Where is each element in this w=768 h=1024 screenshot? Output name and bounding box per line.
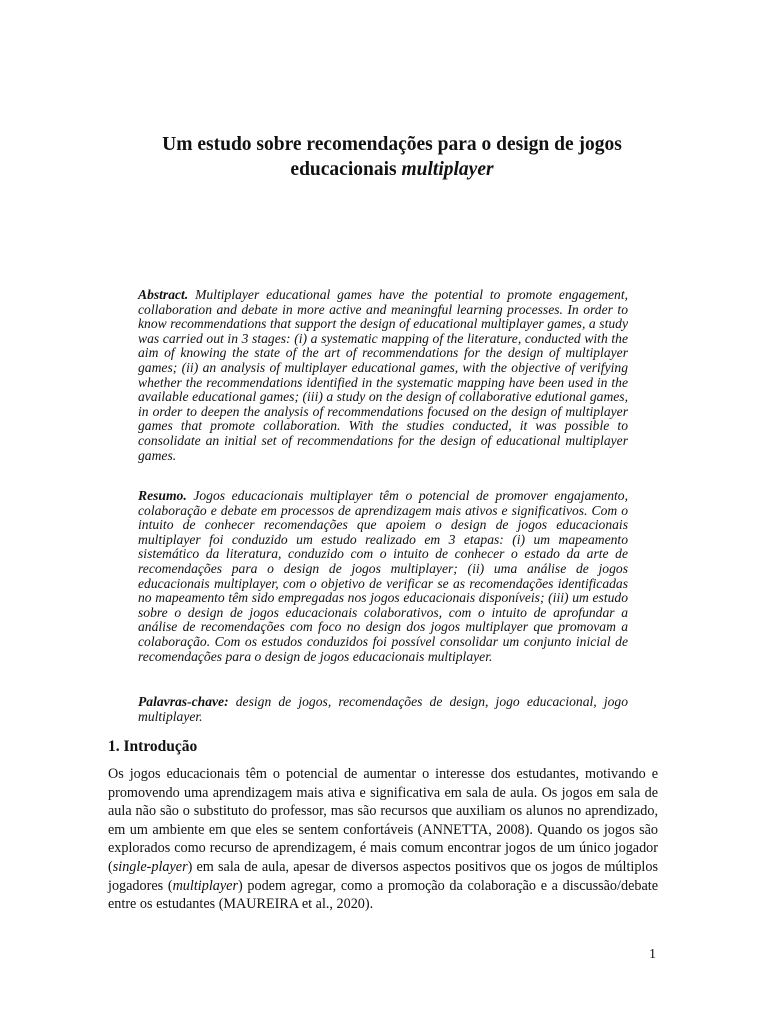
keywords-paragraph — [138, 695, 628, 724]
title-line-1: Um estudo sobre recomendações para o design de jogos — [162, 134, 622, 155]
title-line-2-text: educacionais — [290, 159, 402, 180]
intro-text-3: ) podem agregar, como a promoção da colaboração e a discussão/debate entre os estudantes (MAUREIRA et al., 2020). — [108, 877, 658, 913]
intro-text-1: Os jogos educacionais têm o potencial de aumentar o interesse dos estudantes, motivando e promovendo uma aprendizagem mais ativa e significativa em sala de aula. Os jogos em sala de aula não são o substituto do professor, mas são recursos que auxiliam os alunos no aprendizado, em um ambiente em que eles se sentem confortáveis (ANNETTA, 2008). Quando os jogos são explorados como recurso de aprendizagem, é mais comum encontrar jogos de um único jogador ( — [108, 766, 658, 875]
intro-text-2: ) em sala de aula, apesar de diversos aspectos positivos que os jogos de múltiplos jogadores ( — [108, 858, 658, 894]
page-number: 1 — [649, 947, 656, 962]
title-line-2 — [108, 157, 676, 182]
abstract-text: Multiplayer educational games have the potential to promote engagement, collaboration and debate in more active and meaningful learning processes. In order to know recommendations that support the design of educational multiplayer games, a study was carried out in 3 stages: (i) a systematic mapping of the literature, conducted with the aim of knowing the state of the art of recommendations for the design of multiplayer games; (ii) an analysis of multiplayer educational games, with the objective of verifying whether the recommendations identified in the systematic mapping have been used in the available educational games; (iii) a study on the design of collaborative edutional games, in order to deepen the analysis of recommendations focused on the design of multiplayer games that promote collaboration. With the studies conducted, it was possible to consolidate an initial set of recommendations for the design of educational multiplayer games. — [138, 287, 628, 463]
abstract-lead: Abstract. — [138, 287, 189, 302]
keywords-lead: Palavras-chave: — [138, 694, 229, 709]
resumo-paragraph — [138, 489, 628, 664]
section-heading: 1. Introdução — [108, 738, 198, 755]
title-italic-term: multiplayer — [401, 159, 494, 180]
paper-title — [108, 132, 676, 182]
keywords-text: design de jogos, recomendações de design, jogo educacional, jogo multiplayer. — [138, 694, 628, 724]
intro-paragraph — [108, 765, 658, 914]
resumo-lead: Resumo. — [138, 488, 187, 503]
intro-italic-2: multiplayer — [172, 877, 238, 894]
abstract-paragraph — [138, 288, 628, 463]
intro-italic-1: single-player — [112, 858, 188, 875]
resumo-text: Jogos educacionais multiplayer têm o potencial de promover engajamento, colaboração e debate em processos de aprendizagem mais ativos e significativos. Com o intuito de conhecer recomendações que apoiem o design de jogos educacionais multiplayer foi conduzido um estudo realizado em 3 etapas: (i) um mapeamento sistemático da literatura, conduzido com o intuito de conhecer o estado da arte de recomendações para o design de jogos multiplayer; (ii) uma análise de jogos educacionais multiplayer, com o objetivo de verificar se as recomendações identificadas no mapeamento têm sido empregadas nos jogos educacionais disponíveis; (iii) um estudo sobre o design de jogos educacionais colaborativos, com o intuito de aprofundar a análise de recomendações com foco no design dos jogos multiplayer que promovam a colaboração. Com os estudos conduzidos foi possível consolidar um conjunto inicial de recomendações para o design de jogos educacionais multiplayer. — [138, 488, 628, 664]
